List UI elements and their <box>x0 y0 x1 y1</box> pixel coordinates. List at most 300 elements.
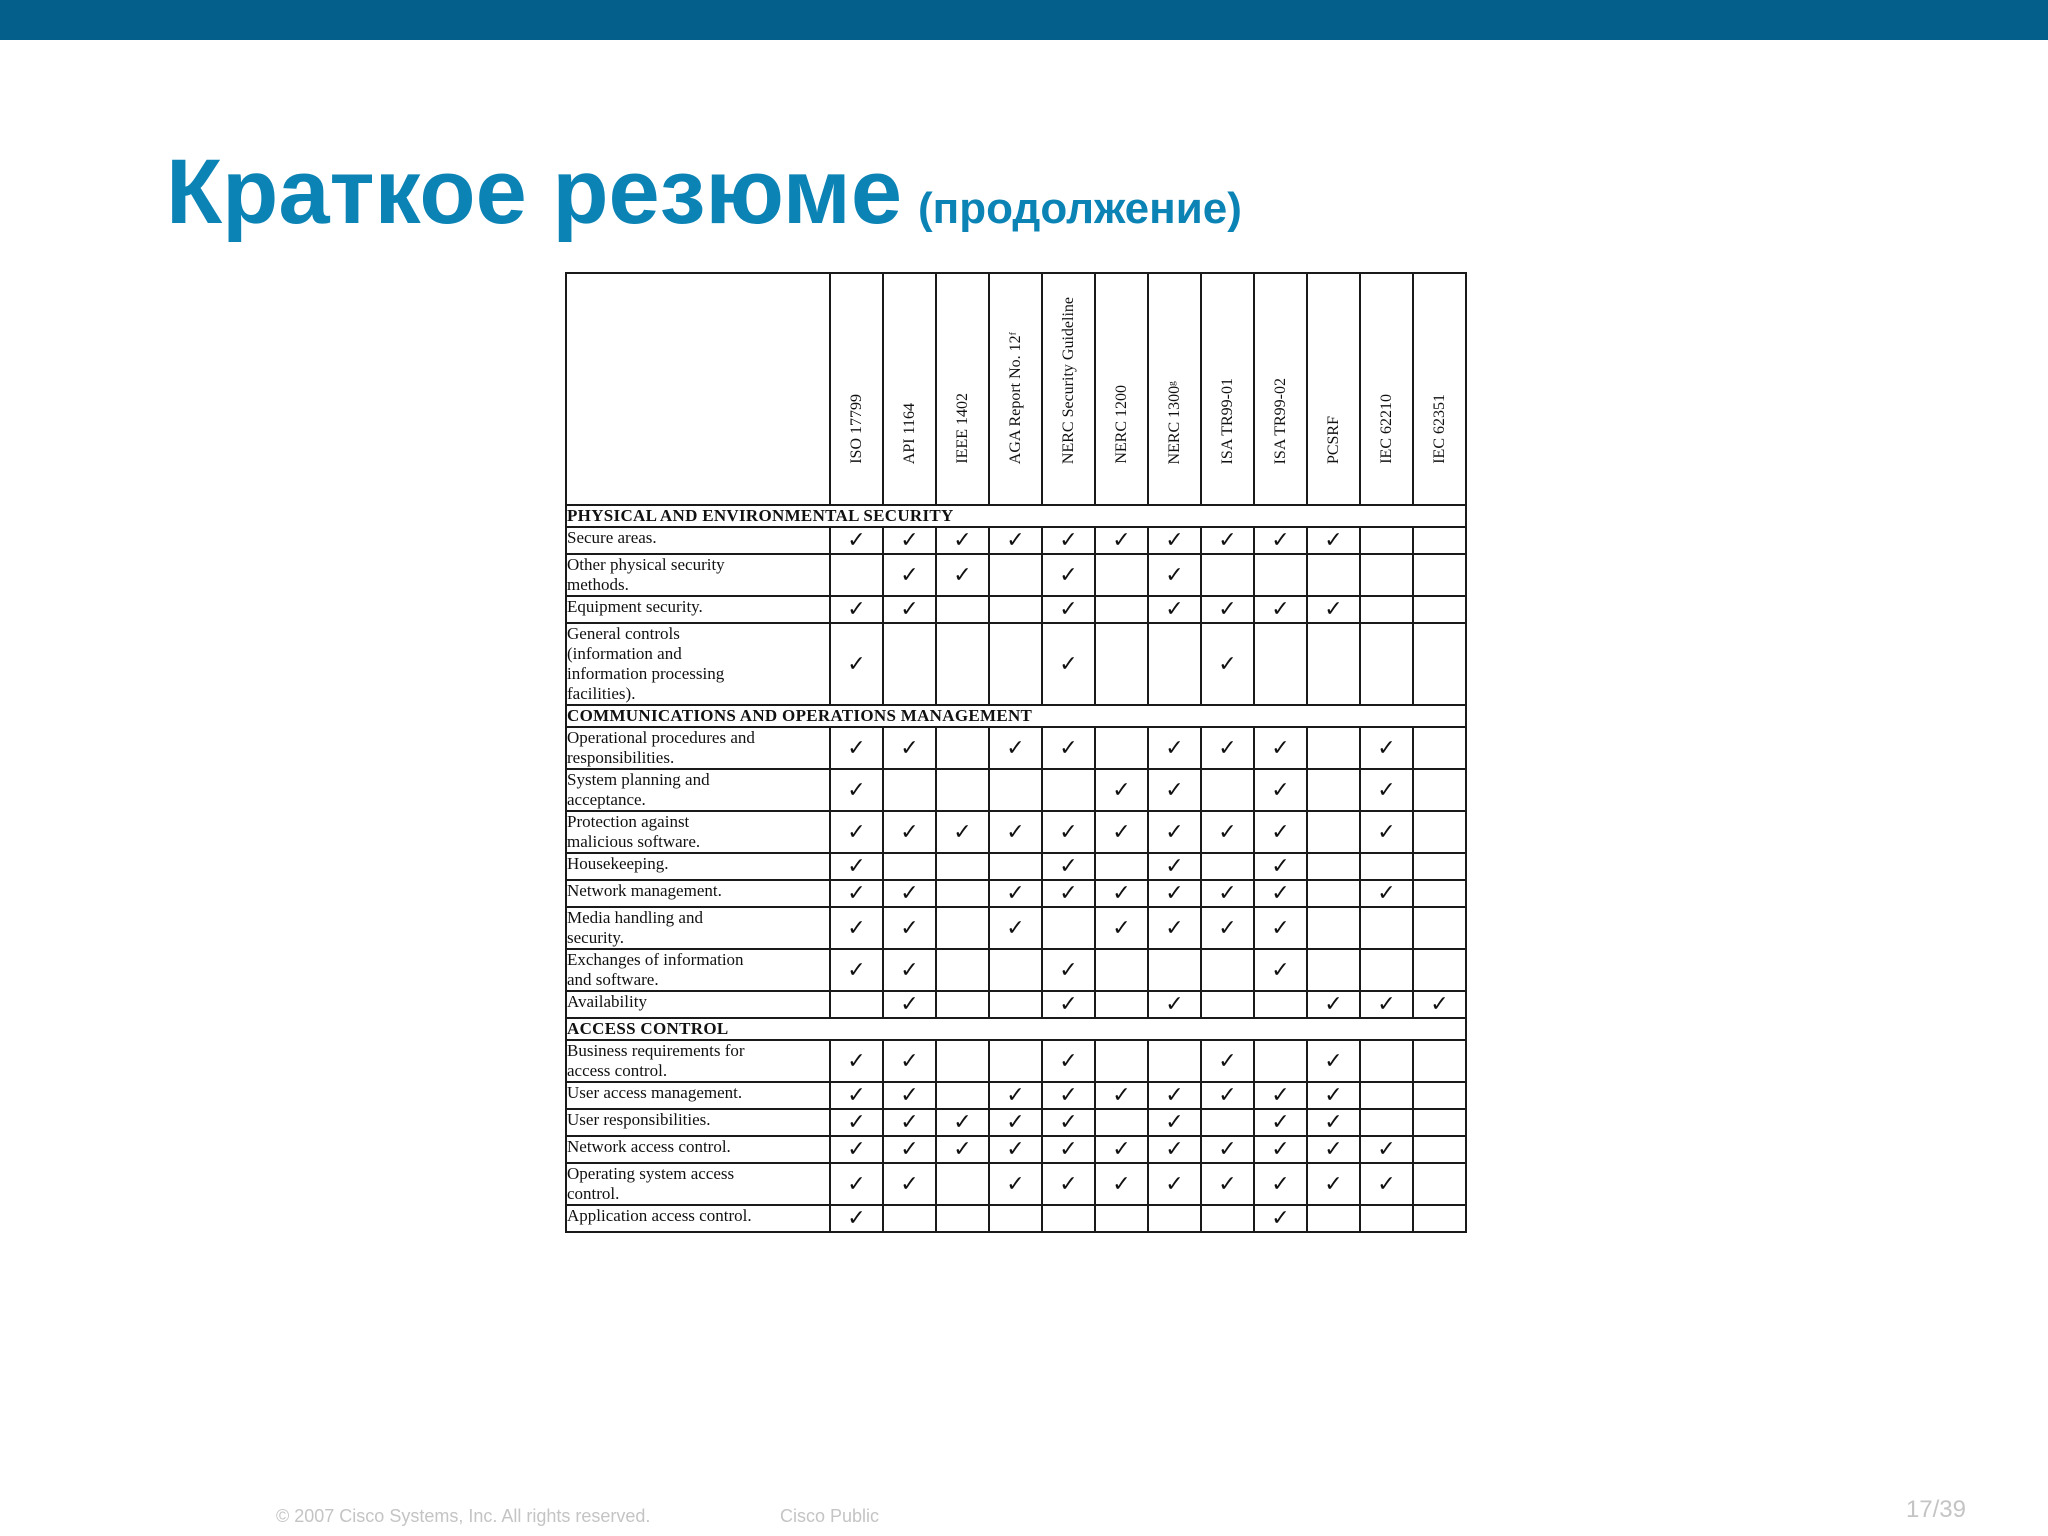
checkmark-icon: ✓ <box>1254 853 1307 880</box>
checkmark-icon: ✓ <box>883 880 936 907</box>
checkmark-icon: ✓ <box>989 527 1042 554</box>
checkmark-icon: ✓ <box>1254 907 1307 949</box>
row-label-line: User access management. <box>567 1083 743 1102</box>
checkmark-icon: ✓ <box>1042 949 1095 991</box>
row-label <box>566 1082 830 1109</box>
checkmark-icon: ✓ <box>1148 907 1201 949</box>
row-label-line: access control. <box>567 1061 668 1080</box>
empty-cell <box>1413 527 1466 554</box>
checkmark-icon: ✓ <box>989 727 1042 769</box>
empty-cell <box>1148 1040 1201 1082</box>
empty-cell <box>1413 811 1466 853</box>
empty-cell <box>1254 554 1307 596</box>
empty-cell <box>1148 623 1201 705</box>
row-label <box>566 949 830 991</box>
empty-cell <box>936 991 989 1018</box>
checkmark-icon: ✓ <box>1360 991 1413 1018</box>
table-row <box>566 527 1466 554</box>
checkmark-icon: ✓ <box>989 880 1042 907</box>
checkmark-icon: ✓ <box>1254 596 1307 623</box>
row-label-line: malicious software. <box>567 832 701 851</box>
row-label-line: Availability <box>567 992 647 1011</box>
checkmark-icon: ✓ <box>1042 1109 1095 1136</box>
header-row <box>566 273 1466 505</box>
empty-cell <box>989 596 1042 623</box>
checkmark-icon: ✓ <box>989 1163 1042 1205</box>
checkmark-icon: ✓ <box>830 1205 883 1232</box>
empty-cell <box>1201 1109 1254 1136</box>
empty-cell <box>1360 623 1413 705</box>
title-main: Краткое резюме <box>166 141 902 243</box>
empty-cell <box>936 1205 989 1232</box>
column-header <box>883 273 936 505</box>
empty-cell <box>1148 1205 1201 1232</box>
top-banner <box>0 0 2048 40</box>
empty-cell <box>830 554 883 596</box>
empty-cell <box>936 596 989 623</box>
row-label <box>566 991 830 1018</box>
empty-cell <box>989 991 1042 1018</box>
checkmark-icon: ✓ <box>830 769 883 811</box>
table-row <box>566 991 1466 1018</box>
row-label-line: General controls <box>567 624 680 643</box>
empty-cell <box>1413 769 1466 811</box>
checkmark-icon: ✓ <box>1095 880 1148 907</box>
table-row <box>566 907 1466 949</box>
column-header <box>936 273 989 505</box>
checkmark-icon: ✓ <box>1254 949 1307 991</box>
empty-cell <box>936 1040 989 1082</box>
checkmark-icon: ✓ <box>1042 1082 1095 1109</box>
checkmark-icon: ✓ <box>830 811 883 853</box>
checkmark-icon: ✓ <box>989 907 1042 949</box>
checkmark-icon: ✓ <box>1413 991 1466 1018</box>
empty-cell <box>1413 1163 1466 1205</box>
empty-cell <box>1413 853 1466 880</box>
checkmark-icon: ✓ <box>1360 727 1413 769</box>
checkmark-icon: ✓ <box>830 727 883 769</box>
column-header-label: API 1164 <box>900 402 918 464</box>
table-row <box>566 623 1466 705</box>
table-row <box>566 596 1466 623</box>
column-header <box>1360 273 1413 505</box>
empty-cell <box>1095 727 1148 769</box>
checkmark-icon: ✓ <box>1254 769 1307 811</box>
checkmark-icon: ✓ <box>1148 1163 1201 1205</box>
checkmark-icon: ✓ <box>1254 1109 1307 1136</box>
checkmark-icon: ✓ <box>1095 1136 1148 1163</box>
empty-cell <box>936 769 989 811</box>
checkmark-icon: ✓ <box>830 623 883 705</box>
empty-cell <box>1360 554 1413 596</box>
table-row <box>566 880 1466 907</box>
empty-cell <box>1360 1040 1413 1082</box>
empty-cell <box>883 769 936 811</box>
column-header <box>1095 273 1148 505</box>
checkmark-icon: ✓ <box>883 1109 936 1136</box>
empty-cell <box>1307 1205 1360 1232</box>
empty-cell <box>1148 949 1201 991</box>
checkmark-icon: ✓ <box>1201 811 1254 853</box>
empty-cell <box>1413 1109 1466 1136</box>
empty-cell <box>936 623 989 705</box>
empty-cell <box>936 727 989 769</box>
checkmark-icon: ✓ <box>989 1136 1042 1163</box>
checkmark-icon: ✓ <box>883 1163 936 1205</box>
column-header-label: IEC 62351 <box>1430 394 1448 464</box>
empty-cell <box>1307 727 1360 769</box>
checkmark-icon: ✓ <box>1201 1163 1254 1205</box>
row-label <box>566 1205 830 1232</box>
row-label-line: System planning and <box>567 770 710 789</box>
checkmark-icon: ✓ <box>1042 727 1095 769</box>
checkmark-icon: ✓ <box>830 1082 883 1109</box>
checkmark-icon: ✓ <box>830 853 883 880</box>
empty-cell <box>1254 991 1307 1018</box>
checkmark-icon: ✓ <box>1254 1082 1307 1109</box>
page-title <box>166 140 1242 245</box>
empty-cell <box>1413 554 1466 596</box>
column-header <box>1042 273 1095 505</box>
column-header-label: ISA TR99-02 <box>1271 377 1289 464</box>
table-row <box>566 769 1466 811</box>
checkmark-icon: ✓ <box>936 554 989 596</box>
checkmark-icon: ✓ <box>883 554 936 596</box>
checkmark-icon: ✓ <box>1360 811 1413 853</box>
footer-classification: Cisco Public <box>780 1506 880 1526</box>
empty-cell <box>1360 527 1413 554</box>
checkmark-icon: ✓ <box>1360 1136 1413 1163</box>
row-label <box>566 811 830 853</box>
column-header <box>1201 273 1254 505</box>
standards-table <box>565 272 1467 1233</box>
checkmark-icon: ✓ <box>936 1136 989 1163</box>
checkmark-icon: ✓ <box>1042 596 1095 623</box>
row-label-line: methods. <box>567 575 629 594</box>
row-label-line: Housekeeping. <box>567 854 669 873</box>
checkmark-icon: ✓ <box>1360 880 1413 907</box>
empty-cell <box>936 1163 989 1205</box>
empty-cell <box>1254 623 1307 705</box>
checkmark-icon: ✓ <box>1254 727 1307 769</box>
empty-cell <box>989 1205 1042 1232</box>
page-number: 17/39 <box>1905 1496 1966 1523</box>
checkmark-icon: ✓ <box>1148 1109 1201 1136</box>
checkmark-icon: ✓ <box>883 727 936 769</box>
checkmark-icon: ✓ <box>989 811 1042 853</box>
checkmark-icon: ✓ <box>1148 527 1201 554</box>
row-label <box>566 853 830 880</box>
empty-cell <box>1413 727 1466 769</box>
empty-cell <box>936 949 989 991</box>
empty-cell <box>1095 596 1148 623</box>
checkmark-icon: ✓ <box>1360 1163 1413 1205</box>
section-row <box>566 505 1466 527</box>
empty-cell <box>989 1040 1042 1082</box>
column-header-label: PCSRF <box>1324 415 1342 464</box>
empty-cell <box>1095 1040 1148 1082</box>
checkmark-icon: ✓ <box>1201 623 1254 705</box>
empty-cell <box>1413 1040 1466 1082</box>
checkmark-icon: ✓ <box>1360 769 1413 811</box>
checkmark-icon: ✓ <box>1254 1205 1307 1232</box>
empty-cell <box>830 991 883 1018</box>
empty-cell <box>1042 769 1095 811</box>
checkmark-icon: ✓ <box>1095 769 1148 811</box>
section-heading: COMMUNICATIONS AND OPERATIONS MANAGEMENT <box>566 705 1466 727</box>
row-label <box>566 1040 830 1082</box>
column-header <box>1148 273 1201 505</box>
empty-cell <box>1307 907 1360 949</box>
empty-cell <box>1201 853 1254 880</box>
checkmark-icon: ✓ <box>1148 769 1201 811</box>
row-label-line: Equipment security. <box>567 597 703 616</box>
checkmark-icon: ✓ <box>1148 811 1201 853</box>
checkmark-icon: ✓ <box>1095 1082 1148 1109</box>
checkmark-icon: ✓ <box>1201 907 1254 949</box>
checkmark-icon: ✓ <box>1307 1040 1360 1082</box>
empty-cell <box>1095 554 1148 596</box>
checkmark-icon: ✓ <box>1148 596 1201 623</box>
checkmark-icon: ✓ <box>1042 1040 1095 1082</box>
table-row <box>566 1205 1466 1232</box>
checkmark-icon: ✓ <box>830 1163 883 1205</box>
empty-cell <box>1413 907 1466 949</box>
empty-cell <box>989 623 1042 705</box>
checkmark-icon: ✓ <box>883 907 936 949</box>
section-row <box>566 1018 1466 1040</box>
column-header-label: NERC 1300ᵍ <box>1165 380 1183 464</box>
checkmark-icon: ✓ <box>1307 1109 1360 1136</box>
table-row <box>566 1040 1466 1082</box>
row-label <box>566 727 830 769</box>
empty-cell <box>936 853 989 880</box>
empty-cell <box>1413 1082 1466 1109</box>
empty-cell <box>1413 949 1466 991</box>
column-header-label: IEEE 1402 <box>953 393 971 464</box>
checkmark-icon: ✓ <box>1148 880 1201 907</box>
checkmark-icon: ✓ <box>1148 853 1201 880</box>
empty-cell <box>883 1205 936 1232</box>
checkmark-icon: ✓ <box>830 1136 883 1163</box>
empty-cell <box>1201 949 1254 991</box>
empty-cell <box>1360 1109 1413 1136</box>
empty-cell <box>1095 623 1148 705</box>
row-label-line: and software. <box>567 970 659 989</box>
empty-cell <box>1201 1205 1254 1232</box>
table-row <box>566 1163 1466 1205</box>
empty-cell <box>1307 811 1360 853</box>
row-label-line: Protection against <box>567 812 690 831</box>
empty-cell <box>989 769 1042 811</box>
row-label-line: (information and <box>567 644 682 663</box>
row-label-line: Business requirements for <box>567 1041 745 1060</box>
empty-cell <box>1413 1205 1466 1232</box>
header-corner <box>566 273 830 505</box>
empty-cell <box>1360 1205 1413 1232</box>
checkmark-icon: ✓ <box>989 1082 1042 1109</box>
row-label-line: responsibilities. <box>567 748 675 767</box>
empty-cell <box>1360 596 1413 623</box>
empty-cell <box>936 907 989 949</box>
column-header-label: NERC Security Guideline <box>1059 296 1077 464</box>
checkmark-icon: ✓ <box>1307 991 1360 1018</box>
empty-cell <box>1360 853 1413 880</box>
checkmark-icon: ✓ <box>1042 554 1095 596</box>
checkmark-icon: ✓ <box>936 811 989 853</box>
table-row <box>566 1136 1466 1163</box>
table-row <box>566 949 1466 991</box>
checkmark-icon: ✓ <box>830 907 883 949</box>
empty-cell <box>883 853 936 880</box>
row-label <box>566 1163 830 1205</box>
row-label-line: Operating system access <box>567 1164 735 1183</box>
checkmark-icon: ✓ <box>936 527 989 554</box>
empty-cell <box>1307 623 1360 705</box>
checkmark-icon: ✓ <box>1201 596 1254 623</box>
empty-cell <box>1413 623 1466 705</box>
empty-cell <box>1413 596 1466 623</box>
empty-cell <box>1307 554 1360 596</box>
row-label-line: User responsibilities. <box>567 1110 711 1129</box>
empty-cell <box>1360 949 1413 991</box>
column-header-label: ISO 17799 <box>847 394 865 464</box>
checkmark-icon: ✓ <box>883 596 936 623</box>
row-label-line: Secure areas. <box>567 528 657 547</box>
column-header <box>830 273 883 505</box>
checkmark-icon: ✓ <box>1307 1136 1360 1163</box>
checkmark-icon: ✓ <box>1042 1163 1095 1205</box>
row-label <box>566 769 830 811</box>
section-row <box>566 705 1466 727</box>
checkmark-icon: ✓ <box>830 1040 883 1082</box>
checkmark-icon: ✓ <box>1254 811 1307 853</box>
checkmark-icon: ✓ <box>1201 527 1254 554</box>
checkmark-icon: ✓ <box>1307 527 1360 554</box>
empty-cell <box>1307 769 1360 811</box>
checkmark-icon: ✓ <box>1042 527 1095 554</box>
empty-cell <box>1095 853 1148 880</box>
section-heading: PHYSICAL AND ENVIRONMENTAL SECURITY <box>566 505 1466 527</box>
empty-cell <box>1307 853 1360 880</box>
empty-cell <box>936 880 989 907</box>
column-header <box>1307 273 1360 505</box>
checkmark-icon: ✓ <box>1042 811 1095 853</box>
column-header-label: ISA TR99-01 <box>1218 377 1236 464</box>
footer-copyright: © 2007 Cisco Systems, Inc. All rights reserved. <box>276 1506 651 1526</box>
row-label-line: Exchanges of information <box>567 950 744 969</box>
checkmark-icon: ✓ <box>1042 1136 1095 1163</box>
checkmark-icon: ✓ <box>1201 727 1254 769</box>
checkmark-icon: ✓ <box>1148 554 1201 596</box>
empty-cell <box>1095 949 1148 991</box>
row-label <box>566 527 830 554</box>
column-header <box>1413 273 1466 505</box>
checkmark-icon: ✓ <box>1148 1136 1201 1163</box>
checkmark-icon: ✓ <box>1307 1082 1360 1109</box>
checkmark-icon: ✓ <box>1307 1163 1360 1205</box>
checkmark-icon: ✓ <box>1148 1082 1201 1109</box>
empty-cell <box>989 554 1042 596</box>
row-label <box>566 1109 830 1136</box>
column-header-label: NERC 1200 <box>1112 385 1130 464</box>
row-label <box>566 907 830 949</box>
row-label-line: control. <box>567 1184 620 1203</box>
empty-cell <box>989 853 1042 880</box>
checkmark-icon: ✓ <box>1201 1136 1254 1163</box>
checkmark-icon: ✓ <box>1201 880 1254 907</box>
empty-cell <box>989 949 1042 991</box>
checkmark-icon: ✓ <box>989 1109 1042 1136</box>
checkmark-icon: ✓ <box>1042 623 1095 705</box>
empty-cell <box>1042 907 1095 949</box>
checkmark-icon: ✓ <box>830 949 883 991</box>
empty-cell <box>1095 991 1148 1018</box>
row-label-line: facilities). <box>567 684 636 703</box>
checkmark-icon: ✓ <box>936 1109 989 1136</box>
checkmark-icon: ✓ <box>1042 991 1095 1018</box>
checkmark-icon: ✓ <box>1042 880 1095 907</box>
row-label <box>566 623 830 705</box>
empty-cell <box>1042 1205 1095 1232</box>
empty-cell <box>1307 880 1360 907</box>
empty-cell <box>1413 1136 1466 1163</box>
checkmark-icon: ✓ <box>1148 991 1201 1018</box>
column-header-label: IEC 62210 <box>1377 394 1395 464</box>
checkmark-icon: ✓ <box>883 1040 936 1082</box>
row-label <box>566 596 830 623</box>
empty-cell <box>1254 1040 1307 1082</box>
table-row <box>566 811 1466 853</box>
table-row <box>566 554 1466 596</box>
empty-cell <box>1095 1205 1148 1232</box>
table-row <box>566 853 1466 880</box>
checkmark-icon: ✓ <box>1042 853 1095 880</box>
empty-cell <box>1095 1109 1148 1136</box>
empty-cell <box>1201 991 1254 1018</box>
row-label-line: acceptance. <box>567 790 646 809</box>
row-label <box>566 880 830 907</box>
checkmark-icon: ✓ <box>1307 596 1360 623</box>
checkmark-icon: ✓ <box>883 527 936 554</box>
checkmark-icon: ✓ <box>883 1082 936 1109</box>
checkmark-icon: ✓ <box>830 1109 883 1136</box>
checkmark-icon: ✓ <box>883 811 936 853</box>
empty-cell <box>1201 554 1254 596</box>
checkmark-icon: ✓ <box>1148 727 1201 769</box>
row-label-line: Application access control. <box>567 1206 752 1225</box>
row-label-line: Network management. <box>567 881 722 900</box>
checkmark-icon: ✓ <box>1095 811 1148 853</box>
column-header <box>1254 273 1307 505</box>
checkmark-icon: ✓ <box>830 596 883 623</box>
empty-cell <box>1360 907 1413 949</box>
checkmark-icon: ✓ <box>883 949 936 991</box>
row-label <box>566 1136 830 1163</box>
checkmark-icon: ✓ <box>830 527 883 554</box>
empty-cell <box>936 1082 989 1109</box>
checkmark-icon: ✓ <box>1254 1136 1307 1163</box>
checkmark-icon: ✓ <box>883 991 936 1018</box>
row-label-line: Operational procedures and <box>567 728 755 747</box>
row-label <box>566 554 830 596</box>
table-row <box>566 727 1466 769</box>
checkmark-icon: ✓ <box>883 1136 936 1163</box>
checkmark-icon: ✓ <box>1201 1040 1254 1082</box>
empty-cell <box>1307 949 1360 991</box>
title-subtitle: (продолжение) <box>918 184 1242 233</box>
standards-matrix <box>565 272 1467 1233</box>
